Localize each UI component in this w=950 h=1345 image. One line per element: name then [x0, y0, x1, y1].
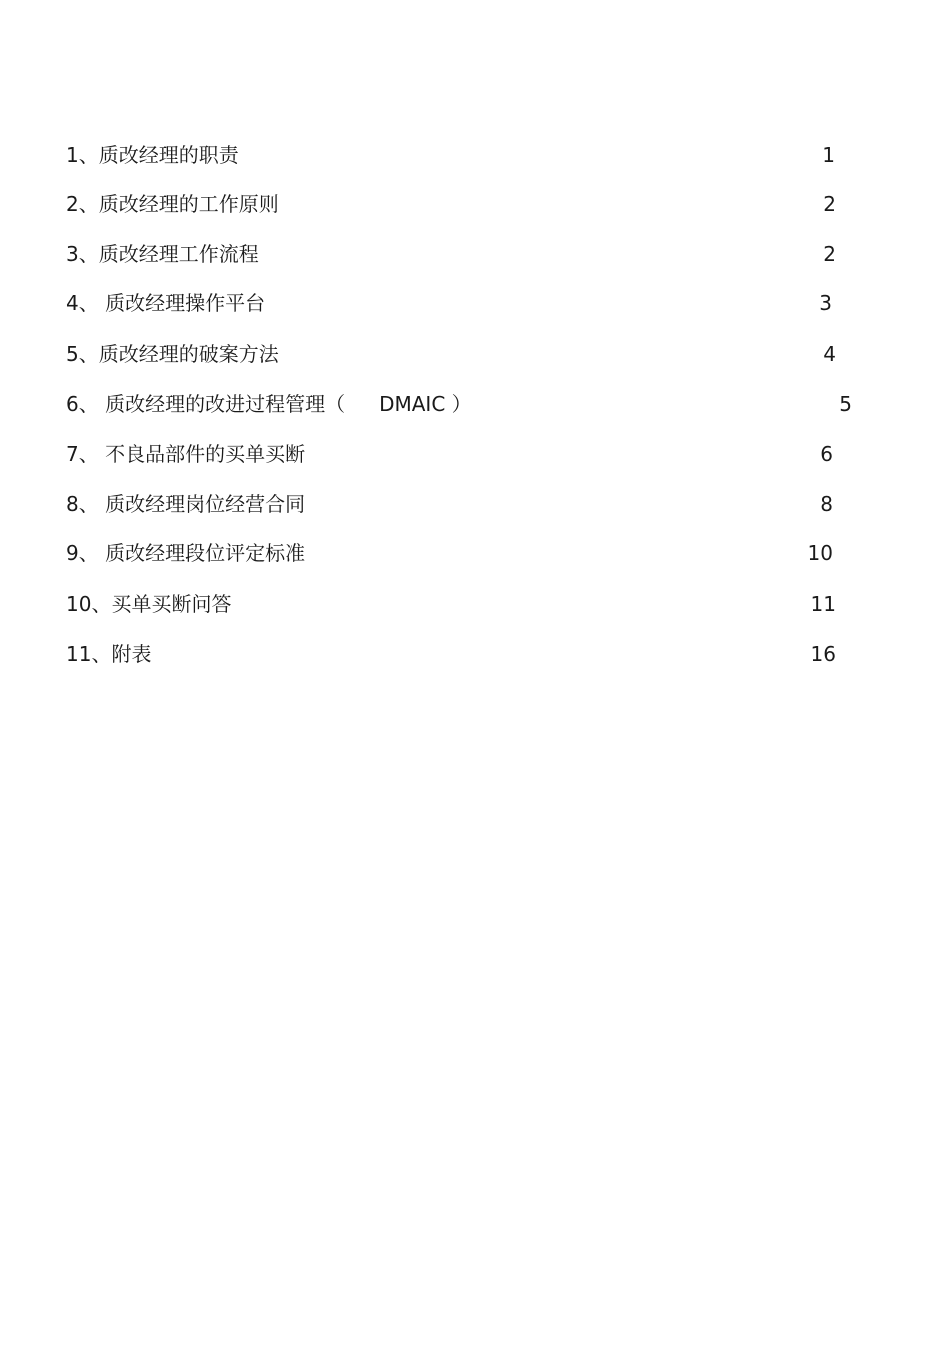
toc-entry[interactable]	[66, 639, 151, 669]
toc-entry[interactable]	[66, 389, 472, 419]
toc-entry-title: 2、质改经理的工作原则	[66, 192, 279, 216]
toc-entry[interactable]	[66, 439, 305, 469]
toc-entry-title: 3、质改经理工作流程	[66, 242, 259, 266]
toc-entry-page: 3	[819, 291, 832, 315]
toc-entry-page: 8	[820, 492, 833, 516]
toc-entry-page: 4	[823, 342, 836, 366]
toc-entry-title-text: 6、 质改经理的改进过程管理（	[66, 392, 346, 416]
toc-entry-page: 10	[807, 541, 833, 565]
toc-entry-title: 4、 质改经理操作平台	[66, 291, 266, 315]
toc-entry-title: 9、 质改经理段位评定标准	[66, 541, 306, 565]
toc-entry-title: 5、质改经理的破案方法	[66, 342, 279, 366]
toc-entry-title: 7、 不良品部件的买单买断	[66, 442, 306, 466]
toc-entry-page: 6	[820, 442, 833, 466]
toc-entry[interactable]	[66, 339, 279, 369]
toc-entry[interactable]	[66, 239, 259, 269]
toc-entry[interactable]	[66, 589, 231, 619]
toc-entry-title: 10、买单买断问答	[66, 592, 232, 616]
toc-entry-page: 2	[823, 242, 836, 266]
toc-entry[interactable]	[66, 288, 265, 318]
toc-entry-title: 1、质改经理的职责	[66, 143, 239, 167]
toc-entry[interactable]	[66, 189, 279, 219]
toc-entry-title	[66, 389, 472, 419]
toc-entry-title: 8、 质改经理岗位经营合同	[66, 492, 306, 516]
toc-entry-page: 2	[823, 192, 836, 216]
toc-entry-title-acronym: DMAIC ）	[379, 392, 472, 416]
toc-entry-page: 5	[839, 392, 852, 416]
toc-entry-page: 16	[810, 642, 836, 666]
toc-entry[interactable]	[66, 489, 305, 519]
toc-entry[interactable]	[66, 140, 239, 170]
toc-entry[interactable]	[66, 538, 305, 568]
toc-entry-title: 11、附表	[66, 642, 152, 666]
toc-entry-page: 1	[822, 143, 835, 167]
toc-entry-page: 11	[810, 592, 836, 616]
